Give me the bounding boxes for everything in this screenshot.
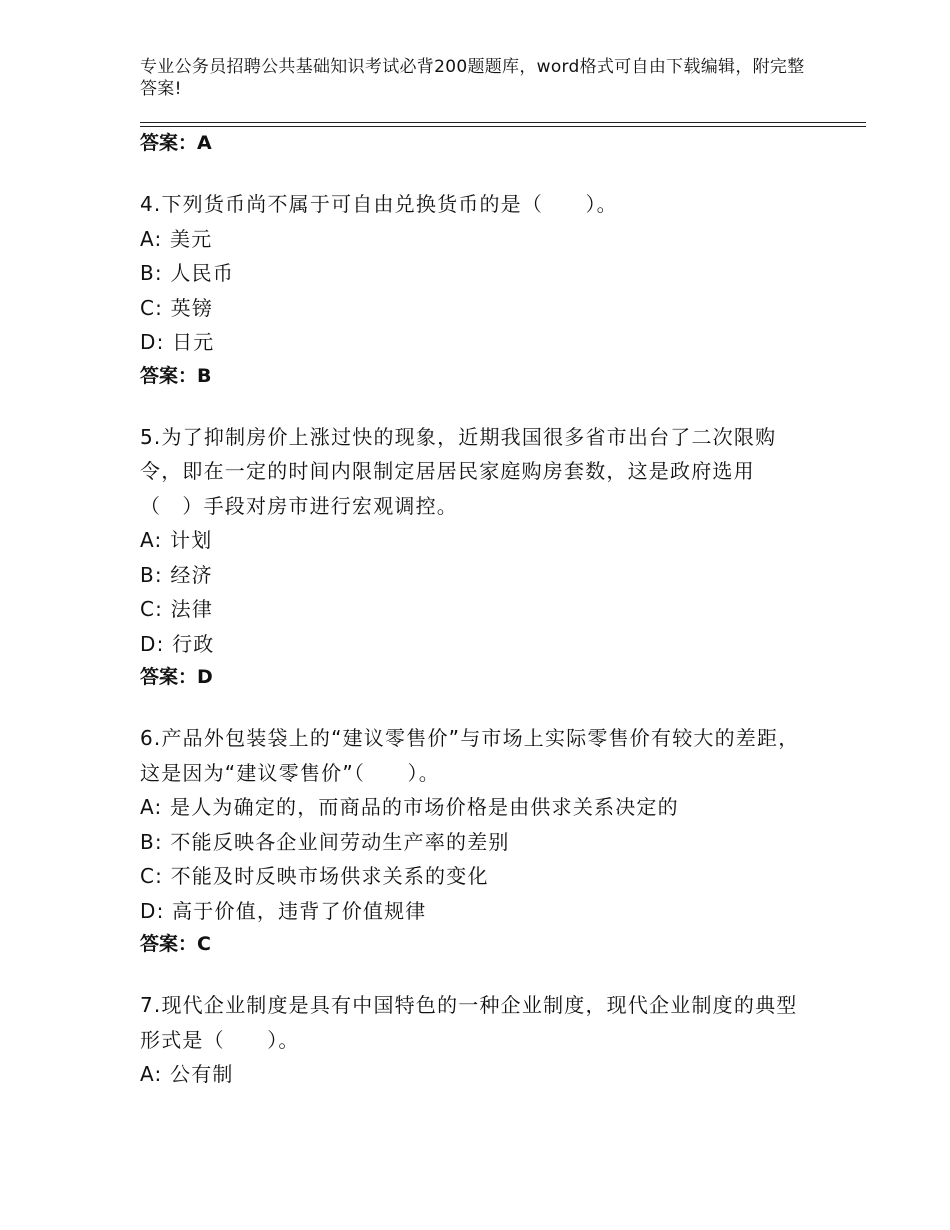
header-rule-bottom: [140, 126, 866, 127]
answer-line: [140, 128, 805, 158]
answer-value: A: [197, 132, 212, 154]
option-c: C: 英镑: [140, 295, 214, 320]
option-a: A: 是人为确定的，而商品的市场价格是由供求关系决定的: [140, 795, 679, 819]
answer-label: 答案：: [140, 132, 198, 154]
option-c: C: 法律: [140, 597, 214, 621]
answer-value: B: [197, 364, 212, 387]
answer-value: D: [197, 666, 213, 688]
answer-label: 答案：: [140, 933, 198, 955]
option-a: A: 公有制: [140, 1062, 234, 1086]
question-stem: 6.产品外包装袋上的“建议零售价”与市场上实际零售价有较大的差距，这是因为“建议零售价”（ ）。: [140, 726, 800, 785]
option-b: B: 人民币: [140, 261, 235, 285]
answer-value: C: [197, 933, 211, 955]
option-a: A: 美元: [140, 226, 213, 251]
option-b: B: 经济: [140, 562, 213, 587]
option-c: C: 不能及时反映市场供求关系的变化: [140, 864, 489, 888]
option-a: A: 计划: [140, 528, 213, 552]
option-d: D: 行政: [140, 631, 215, 656]
answer-line: [140, 929, 805, 959]
question-stem: 4.下列货币尚不属于可自由兑换货币的是（ ）。: [140, 192, 618, 216]
question-list: [140, 128, 805, 1092]
option-d: D: 高于价值，违背了价值规律: [140, 898, 427, 923]
answer-line: [140, 662, 805, 692]
page-header: [140, 56, 820, 100]
answer-label: 答案：: [140, 666, 198, 688]
question-block: [140, 187, 805, 391]
question-stem: 5.为了抑制房价上涨过快的现象，近期我国很多省市出台了二次限购令，即在一定的时间内限制定居居民家庭购房套数，这是政府选用（ ）手段对房市进行宏观调控。: [140, 424, 777, 518]
question-block: [140, 721, 805, 959]
question-block: [140, 988, 805, 1092]
answer-label: 答案：: [140, 364, 198, 387]
answer-line: [140, 361, 805, 391]
question-block: [140, 420, 805, 693]
header-text: 专业公务员招聘公共基础知识考试必背200题题库，word格式可自由下载编辑，附完整答案!: [140, 57, 805, 99]
option-d: D: 日元: [140, 330, 215, 354]
question-stem: 7.现代企业制度是具有中国特色的一种企业制度，现代企业制度的典型形式是（ ）。: [140, 993, 798, 1052]
option-b: B: 不能反映各企业间劳动生产率的差别: [140, 829, 510, 854]
header-rule-top: [140, 122, 866, 123]
